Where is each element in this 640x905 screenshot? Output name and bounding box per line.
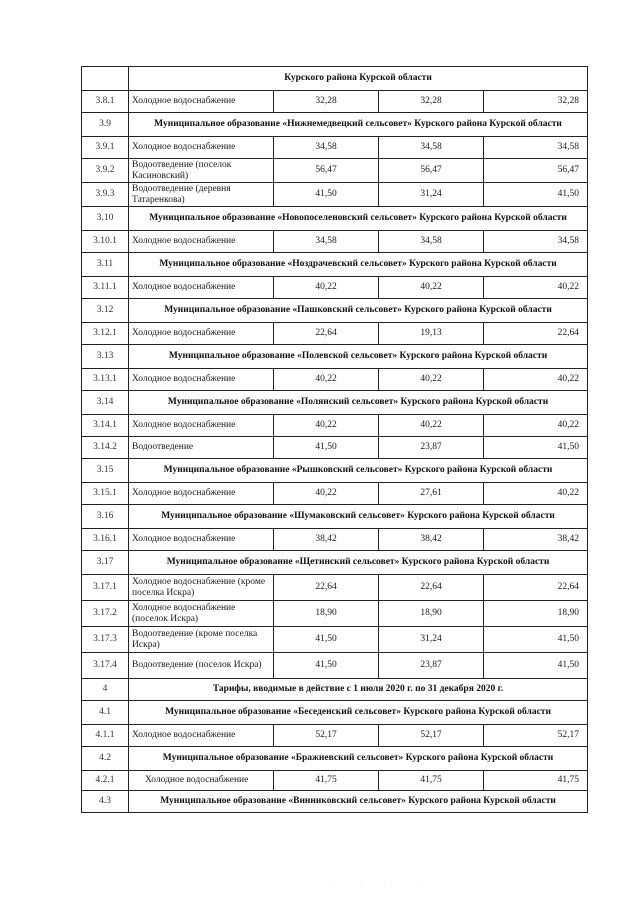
tariff-value: 52,17 <box>274 725 379 747</box>
service-name: Холодное водоснабжение <box>129 323 274 345</box>
tariff-value: 41,75 <box>484 771 588 791</box>
table-row <box>82 601 588 627</box>
row-number: 3.10 <box>82 207 129 231</box>
tariff-value: 40,22 <box>379 277 484 299</box>
tariff-value: 38,42 <box>484 529 588 551</box>
row-number: 4.2 <box>82 747 129 771</box>
section-title: Курского района Курской области <box>129 67 588 91</box>
section-row <box>82 679 588 701</box>
section-title: Муниципальное образование «Беседенский сельсовет» Курского района Курской области <box>129 701 588 725</box>
table-row <box>82 575 588 601</box>
table-row <box>82 91 588 113</box>
tariff-value: 40,22 <box>484 483 588 505</box>
table-row <box>82 529 588 551</box>
tariff-value: 31,24 <box>379 627 484 653</box>
row-number: 4.1.1 <box>82 725 129 747</box>
service-name: Водоотведение (деревня Татаренкова) <box>129 183 274 207</box>
tariff-value: 27,61 <box>379 483 484 505</box>
section-row <box>82 551 588 575</box>
row-number: 3.16.1 <box>82 529 129 551</box>
section-title: Муниципальное образование «Новопоселеновский сельсовет» Курского района Курской области <box>129 207 588 231</box>
tariff-value: 41,50 <box>274 437 379 459</box>
tariff-value: 40,22 <box>274 483 379 505</box>
table-row <box>82 231 588 253</box>
section-row <box>82 299 588 323</box>
service-name: Холодное водоснабжение <box>129 231 274 253</box>
row-number: 4.3 <box>82 791 129 813</box>
service-name: Холодное водоснабжение <box>129 483 274 505</box>
tariff-value: 32,28 <box>484 91 588 113</box>
section-row <box>82 113 588 137</box>
row-number: 3.12.1 <box>82 323 129 345</box>
row-number: 3.17 <box>82 551 129 575</box>
section-row <box>82 253 588 277</box>
service-name: Холодное водоснабжение <box>129 91 274 113</box>
tariff-value: 56,47 <box>274 159 379 183</box>
table-row <box>82 627 588 653</box>
tariff-value: 41,50 <box>274 627 379 653</box>
row-number: 3.17.4 <box>82 653 129 679</box>
table-row <box>82 369 588 391</box>
row-number: 3.16 <box>82 505 129 529</box>
section-row <box>82 505 588 529</box>
row-number: 3.10.1 <box>82 231 129 253</box>
tariff-value: 40,22 <box>379 415 484 437</box>
row-number: 3.17.2 <box>82 601 129 627</box>
service-name: Водоотведение (поселок Искра) <box>129 653 274 679</box>
tariff-value: 41,75 <box>274 771 379 791</box>
tariff-value: 31,24 <box>379 183 484 207</box>
tariff-value: 32,28 <box>379 91 484 113</box>
tariff-value: 22,64 <box>379 575 484 601</box>
section-row <box>82 701 588 725</box>
tariff-value: 22,64 <box>274 575 379 601</box>
section-row <box>82 747 588 771</box>
section-title: Муниципальное образование «Щетинский сельсовет» Курского района Курской области <box>129 551 588 575</box>
table-row <box>82 277 588 299</box>
section-row <box>82 459 588 483</box>
row-number: 3.11 <box>82 253 129 277</box>
section-title: Муниципальное образование «Ноздрачевский сельсовет» Курского района Курской области <box>129 253 588 277</box>
section-row <box>82 791 588 813</box>
tariff-value: 34,58 <box>274 137 379 159</box>
table-row <box>82 323 588 345</box>
service-name: Холодное водоснабжение <box>129 771 274 791</box>
section-title: Муниципальное образование «Пашковский сельсовет» Курского района Курской области <box>129 299 588 323</box>
tariff-value: 56,47 <box>379 159 484 183</box>
row-number: 3.9.3 <box>82 183 129 207</box>
table-row <box>82 725 588 747</box>
section-title: Муниципальное образование «Бражневский сельсовет» Курского района Курской области <box>129 747 588 771</box>
row-number <box>82 67 129 91</box>
tariff-value: 32,28 <box>274 91 379 113</box>
row-number: 3.15 <box>82 459 129 483</box>
tariff-value: 40,22 <box>274 277 379 299</box>
row-number: 3.17.1 <box>82 575 129 601</box>
row-number: 3.17.3 <box>82 627 129 653</box>
tariff-value: 40,22 <box>274 415 379 437</box>
service-name: Холодное водоснабжение <box>129 277 274 299</box>
service-name: Холодное водоснабжение <box>129 415 274 437</box>
service-name: Холодное водоснабжение (кроме поселка Искра) <box>129 575 274 601</box>
tariff-value: 22,64 <box>484 323 588 345</box>
table-row <box>82 653 588 679</box>
tariff-value: 40,22 <box>484 277 588 299</box>
tariff-value: 52,17 <box>484 725 588 747</box>
tariff-value: 40,22 <box>484 415 588 437</box>
section-title: Муниципальное образование «Полянский сельсовет» Курского района Курской области <box>129 391 588 415</box>
tariff-value: 22,64 <box>484 575 588 601</box>
row-number: 3.9.2 <box>82 159 129 183</box>
section-row <box>82 207 588 231</box>
table-row <box>82 183 588 207</box>
tariff-value: 18,90 <box>484 601 588 627</box>
row-number: 3.12 <box>82 299 129 323</box>
row-number: 4 <box>82 679 129 701</box>
tariff-value: 40,22 <box>274 369 379 391</box>
tariff-value: 41,50 <box>484 437 588 459</box>
service-name: Холодное водоснабжение <box>129 529 274 551</box>
row-number: 3.9.1 <box>82 137 129 159</box>
tariff-value: 40,22 <box>484 369 588 391</box>
table-row <box>82 137 588 159</box>
row-number: 4.2.1 <box>82 771 129 791</box>
row-number: 3.14 <box>82 391 129 415</box>
tariff-value: 34,58 <box>484 231 588 253</box>
tariff-value: 22,64 <box>274 323 379 345</box>
tariff-value: 41,50 <box>274 653 379 679</box>
service-name: Холодное водоснабжение (поселок Искра) <box>129 601 274 627</box>
tariff-value: 19,13 <box>379 323 484 345</box>
section-title: Муниципальное образование «Полевской сельсовет» Курского района Курской области <box>129 345 588 369</box>
tariff-value: 41,75 <box>379 771 484 791</box>
tariff-value: 41,50 <box>274 183 379 207</box>
service-name: Холодное водоснабжение <box>129 369 274 391</box>
tariff-value: 56,47 <box>484 159 588 183</box>
row-number: 3.8.1 <box>82 91 129 113</box>
service-name: Водоотведение <box>129 437 274 459</box>
service-name: Холодное водоснабжение <box>129 725 274 747</box>
tariff-value: 41,50 <box>484 653 588 679</box>
section-title: Муниципальное образование «Шумаковский сельсовет» Курского района Курской области <box>129 505 588 529</box>
row-number: 3.14.1 <box>82 415 129 437</box>
table-row <box>82 415 588 437</box>
tariff-value: 34,58 <box>274 231 379 253</box>
row-number: 3.13.1 <box>82 369 129 391</box>
table-row <box>82 437 588 459</box>
service-name: Водоотведение (кроме поселка Искра) <box>129 627 274 653</box>
row-number: 3.11.1 <box>82 277 129 299</box>
tariff-value: 34,58 <box>379 231 484 253</box>
tariff-value: 41,50 <box>484 183 588 207</box>
section-row <box>82 345 588 369</box>
row-number: 4.1 <box>82 701 129 725</box>
section-title: Муниципальное образование «Винниковский сельсовет» Курского района Курской области <box>129 791 588 813</box>
service-name: Водоотведение (поселок Касиновский) <box>129 159 274 183</box>
tariff-value: 40,22 <box>379 369 484 391</box>
tariff-value: 18,90 <box>274 601 379 627</box>
row-number: 3.9 <box>82 113 129 137</box>
section-title: Тарифы, вводимые в действие с 1 июля 2020 г. по 31 декабря 2020 г. <box>129 679 588 701</box>
section-row <box>82 391 588 415</box>
row-number: 3.13 <box>82 345 129 369</box>
tariff-table-body <box>82 67 588 813</box>
table-row <box>82 483 588 505</box>
tariff-value: 34,58 <box>379 137 484 159</box>
section-title: Муниципальное образование «Рышковский сельсовет» Курского района Курской области <box>129 459 588 483</box>
tariff-value: 23,87 <box>379 653 484 679</box>
scan-specks: · · · · <box>330 880 437 885</box>
tariff-value: 38,42 <box>379 529 484 551</box>
tariff-value: 38,42 <box>274 529 379 551</box>
tariff-table <box>81 66 588 813</box>
tariff-value: 34,58 <box>484 137 588 159</box>
row-number: 3.14.2 <box>82 437 129 459</box>
table-row <box>82 771 588 791</box>
table-row <box>82 159 588 183</box>
section-row <box>82 67 588 91</box>
section-title: Муниципальное образование «Нижнемедвецкий сельсовет» Курского района Курской области <box>129 113 588 137</box>
tariff-value: 41,50 <box>484 627 588 653</box>
tariff-value: 18,90 <box>379 601 484 627</box>
tariff-value: 52,17 <box>379 725 484 747</box>
tariff-value: 23,87 <box>379 437 484 459</box>
row-number: 3.15.1 <box>82 483 129 505</box>
service-name: Холодное водоснабжение <box>129 137 274 159</box>
